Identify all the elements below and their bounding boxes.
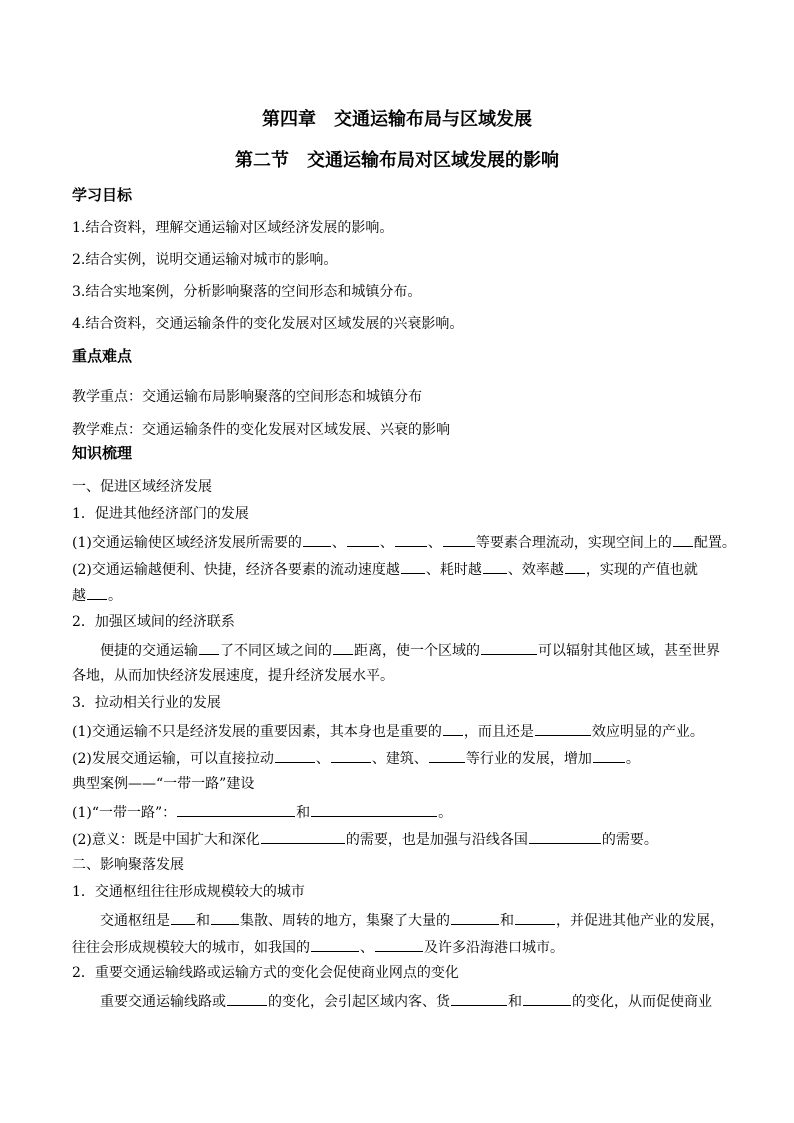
- answer-blank[interactable]: [311, 937, 359, 952]
- objective-item: 4.结合资料，交通运输条件的变化发展对区域发展的兴衰影响。: [72, 316, 464, 332]
- objective-item: 1.结合资料，理解交通运输对区域经济发展的影响。: [72, 220, 394, 236]
- answer-blank[interactable]: [535, 721, 591, 736]
- fill-blank-paragraph: 交通枢纽是 和 集散、周转的地方，集聚了大量的 和 ，并促进其他产业的发展，: [100, 910, 724, 930]
- answer-blank[interactable]: [515, 910, 555, 925]
- objective-item: 3.结合实地案例，分析影响聚落的空间形态和城镇分布。: [72, 284, 422, 300]
- fill-blank-paragraph: 便捷的交通运输 了不同区域之间的 距离，使一个区域的 可以辐射其他区域，甚至世界: [100, 640, 720, 660]
- section-title: 第二节 交通运输布局对区域发展的影响: [235, 150, 559, 171]
- answer-blank[interactable]: [177, 802, 295, 817]
- knowledge-heading: 知识梳理: [72, 444, 133, 462]
- answer-blank[interactable]: [481, 640, 537, 655]
- fill-blank-paragraph: (1)交通运输使区域经济发展所需要的 、 、 、 等要素合理流动，实现空间上的 配置。: [72, 532, 736, 552]
- part-heading: 一、促进区域经济发展: [72, 479, 212, 495]
- answer-blank[interactable]: [199, 640, 219, 655]
- answer-blank[interactable]: [227, 991, 267, 1006]
- answer-blank[interactable]: [673, 532, 693, 547]
- case-title: 典型案例——“一带一路”建设: [72, 776, 255, 792]
- answer-blank[interactable]: [451, 910, 499, 925]
- teaching-focus: 教学重点：交通运输布局影响聚落的空间形态和城镇分布: [72, 389, 422, 405]
- fill-blank-paragraph: (1)“一带一路”： 和 。: [72, 802, 452, 822]
- answer-blank[interactable]: [171, 910, 195, 925]
- subsection-title: 2．加强区域间的经济联系: [72, 614, 235, 630]
- fill-blank-paragraph: (2)交通运输越便利、快捷，经济各要素的流动速度越 、耗时越 、效率越 ，实现的产值也就: [72, 559, 698, 579]
- subsection-title: 1．促进其他经济部门的发展: [72, 506, 249, 522]
- answer-blank[interactable]: [565, 559, 585, 574]
- answer-blank[interactable]: [529, 829, 601, 844]
- answer-blank[interactable]: [311, 802, 437, 817]
- answer-blank[interactable]: [443, 721, 463, 736]
- subsection-title: 3．拉动相关行业的发展: [72, 695, 221, 711]
- subsection-title: 2．重要交通运输线路或运输方式的变化会促使商业网点的变化: [72, 965, 459, 981]
- fill-blank-paragraph: 重要交通运输线路或 的变化，会引起区域内客、货 和 的变化，从而促使商业: [100, 991, 712, 1011]
- answer-blank[interactable]: [523, 991, 571, 1006]
- fill-blank-paragraph: (1)交通运输不只是经济发展的重要因素，其本身也是重要的 ，而且还是 效应明显的产业。: [72, 721, 704, 741]
- answer-blank[interactable]: [443, 532, 475, 547]
- answer-blank[interactable]: [401, 559, 425, 574]
- answer-blank[interactable]: [483, 559, 507, 574]
- answer-blank[interactable]: [429, 748, 465, 763]
- answer-blank[interactable]: [593, 748, 625, 763]
- teaching-difficulty: 教学难点：交通运输条件的变化发展对区域发展、兴衰的影响: [72, 422, 450, 438]
- subsection-title: 1．交通枢纽往往形成规模较大的城市: [72, 884, 305, 900]
- answer-blank[interactable]: [347, 532, 379, 547]
- paragraph-continuation: 各地，从而加快经济发展速度，提升经济发展水平。: [72, 668, 394, 684]
- answer-blank[interactable]: [451, 991, 507, 1006]
- part-heading: 二、影响聚落发展: [72, 857, 184, 873]
- answer-blank[interactable]: [303, 532, 331, 547]
- fill-blank-paragraph: (2)发展交通运输，可以直接拉动 、 、建筑、 等行业的发展，增加 。: [72, 748, 640, 768]
- fill-blank-paragraph: 越 。: [72, 585, 122, 605]
- chapter-title: 第四章 交通运输布局与区域发展: [262, 109, 532, 130]
- answer-blank[interactable]: [261, 829, 345, 844]
- objective-item: 2.结合实例，说明交通运输对城市的影响。: [72, 252, 338, 268]
- objectives-heading: 学习目标: [72, 186, 133, 204]
- answer-blank[interactable]: [395, 532, 427, 547]
- answer-blank[interactable]: [275, 748, 315, 763]
- fill-blank-paragraph: (2)意义：既是中国扩大和深化 的需要，也是加强与沿线各国 的需要。: [72, 829, 658, 849]
- answer-blank[interactable]: [331, 748, 371, 763]
- answer-blank[interactable]: [375, 937, 423, 952]
- answer-blank[interactable]: [87, 585, 107, 600]
- answer-blank[interactable]: [211, 910, 239, 925]
- fill-blank-paragraph: 往往会形成规模较大的城市，如我国的 、 及许多沿海港口城市。: [72, 937, 564, 957]
- answer-blank[interactable]: [333, 640, 353, 655]
- keypoints-heading: 重点难点: [72, 347, 133, 365]
